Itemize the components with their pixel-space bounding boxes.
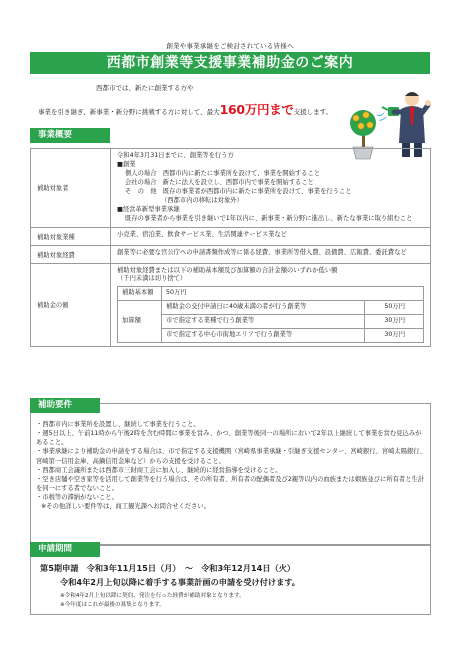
target-line: 個人の場合 西都市内に新たに事業所を設けて、事業を開始すること	[125, 169, 321, 177]
lead-line-1: 西都市では、新たに創業する方や	[96, 84, 194, 92]
list-item: ・西都商工会議所または西都市三財商工会に加入し、継続的に経営指導を受けること。	[36, 466, 282, 474]
target-line: 令和4年3月31日までに、創業等を行う方	[117, 152, 234, 159]
industry-label: 補助対象業種	[31, 227, 111, 245]
application-heading: 申請期間	[30, 542, 100, 557]
list-item: ・市税等の滞納がないこと。	[36, 494, 118, 501]
lead-text-post: 支援します。	[293, 108, 333, 116]
table-row	[118, 315, 424, 329]
overview-heading: 事業概要	[30, 128, 110, 143]
target-line: 既存の事業者から事業を引き継いで1年以内に、新事業・新分野に進出し、新たな事業に取り組むこと	[125, 214, 413, 222]
target-content	[111, 149, 431, 228]
base-amount-name: 補助基本額	[118, 287, 162, 301]
table-row	[31, 149, 431, 228]
amount-line: （千円未満は切り捨て）	[117, 275, 187, 283]
list-item: ・西都市内に事業所を設置し、継続して事業を行うこと。	[36, 421, 200, 428]
page-title: 西都市創業等支援事業補助金のご案内	[30, 52, 430, 74]
target-line: ■経営革新型事業承継	[117, 205, 180, 213]
amount-breakdown-table	[117, 286, 424, 343]
table-row	[118, 329, 424, 343]
addition-desc: 補助金の交付申請日に40歳未満の者が行う創業等	[162, 301, 365, 315]
addition-value: 30万円	[364, 315, 423, 329]
table-row	[118, 301, 424, 315]
target-line: そ の 他 既存の事業者が西都市内に新たに事業所を設けて、事業を行うこと	[125, 187, 352, 195]
application-note: ※今年度はこれが最後の募集となります。	[60, 602, 165, 608]
lead-text-pre: 事業を引き継ぎ、新事業・新分野に挑戦する方に対して、最大	[38, 108, 220, 116]
requirements-heading: 補助要件	[30, 398, 100, 413]
application-scope: 令和4年2月上旬以降に着手する事業計画の申請を受け付けます。	[60, 577, 300, 587]
target-line: （西都市内の移転は対象外）	[161, 196, 243, 204]
target-line: ■創業	[117, 160, 136, 168]
amount-content	[111, 263, 431, 347]
table-row	[31, 227, 431, 245]
industry-content: 小売業、宿泊業、飲食サービス業、生活関連サービス業など	[111, 227, 431, 245]
overview-table	[30, 148, 431, 347]
table-row	[118, 287, 424, 301]
expense-content: 創業等に必要な官公庁への申請書類作成等に係る経費、事業所等借入費、設備費、広報費、委託費など	[111, 245, 431, 263]
application-period: 第5期申請 令和3年11月15日（月） ～ 令和3年12月14日（火）	[40, 563, 296, 573]
addition-desc: 市で指定する中心市街地エリアで行う創業等	[162, 329, 365, 343]
target-line: 会社の場合 新たに法人を設立し、西都市内で事業を開始すること	[125, 178, 314, 186]
lead-line-2	[38, 100, 332, 118]
addition-desc: 市で指定する業種で行う創業等	[162, 315, 365, 329]
list-item: ※その他詳しい要件等は、商工観光課へお問合せください。	[41, 503, 210, 511]
table-row	[31, 245, 431, 263]
intro-line: 創業や事業承継をご検討されている皆様へ	[166, 42, 294, 50]
base-amount-value: 50万円	[162, 287, 424, 301]
max-amount: 160万円まで	[219, 102, 294, 117]
application-note: ※令和4年2月上旬以降に契約、発注を行った経費が補助対象となります。	[60, 593, 245, 599]
target-label: 補助対象者	[31, 149, 111, 228]
expense-label: 補助対象経費	[31, 245, 111, 263]
table-row	[31, 263, 431, 347]
addition-name: 加算額	[118, 301, 162, 343]
list-item: ・空き店舗や空き家等を活用して創業等を行う場合は、その所有者、所有者の配偶者及び2親等以内の血族または姻族並びに所有者と生計を同一にする者でないこと。	[36, 475, 425, 492]
addition-value: 50万円	[364, 301, 423, 315]
list-item: ・事業承継により補助金の申請をする場合は、市で指定する支援機関（宮崎県事業承継・引継ぎ支援センター、宮崎銀行、宮崎太陽銀行、宮崎第一信用金庫、高鍋信用金庫など）からの支援を受けること。	[36, 448, 426, 465]
amount-line: 補助対象経費または以下の補助基本額及び加算額の合計金額のいずれか低い額	[117, 266, 338, 274]
requirements-list	[36, 420, 426, 511]
list-item: ・週5日以上、午前11時から午後2時を含む時間に事業を営み、かつ、創業等後同一の場所において2年以上継続して事業を営む見込みがあること。	[36, 430, 422, 447]
addition-value: 30万円	[364, 329, 423, 343]
amount-label: 補助金の額	[31, 263, 111, 347]
